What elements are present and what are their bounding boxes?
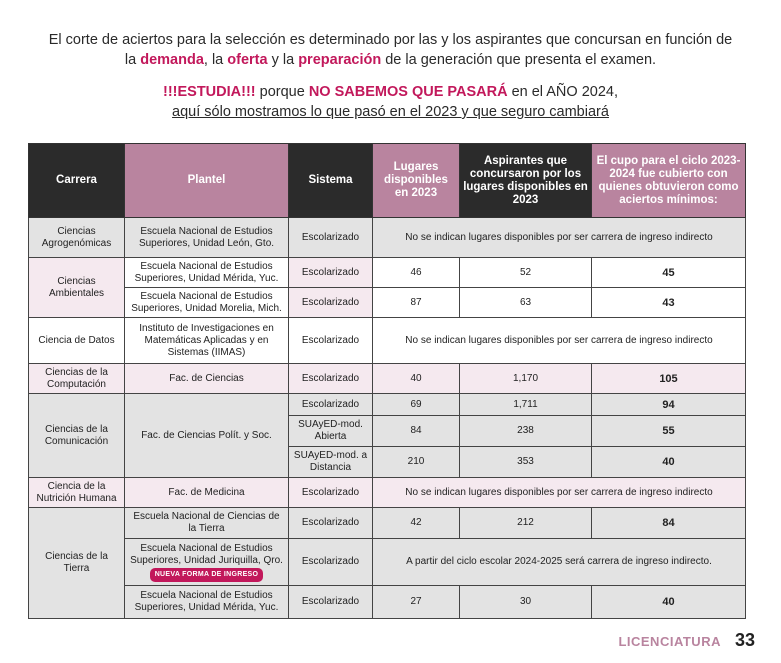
cell-aspirantes: 52: [460, 258, 592, 288]
callout-line-2: aquí sólo mostramos lo que pasó en el 2023 y que seguro cambiará: [172, 104, 609, 120]
cell-lugares: 42: [373, 508, 460, 539]
intro-text: la: [124, 52, 141, 68]
cell-sistema: Escolarizado: [289, 364, 373, 394]
cell-sistema: Escolarizado: [289, 318, 373, 364]
intro-text: , la: [203, 52, 228, 68]
cell-aciertos: 94: [592, 394, 746, 416]
cell-aciertos: 84: [592, 508, 746, 539]
cell-sistema: Escolarizado: [289, 258, 373, 288]
new-admission-badge: NUEVA FORMA DE INGRESO: [150, 568, 264, 582]
estudia-text: !!!ESTUDIA!!!: [162, 84, 256, 100]
cell-plantel: Instituto de Investigaciones en Matemáticas Aplicadas y en Sistemas (IIMAS): [125, 318, 289, 364]
cell-aciertos: 55: [592, 416, 746, 447]
table-row: [29, 586, 746, 619]
table-row: [29, 508, 746, 539]
cell-lugares: 210: [373, 447, 460, 478]
intro-text: y la: [267, 52, 299, 68]
intro-line-1: El corte de aciertos para la selección es determinado por las y los aspirantes que concursan en función de: [48, 32, 733, 48]
cell-plantel: Escuela Nacional de Estudios Superiores, Unidad Mérida, Yuc.: [125, 586, 289, 619]
cell-sistema: Escolarizado: [289, 394, 373, 416]
cell-plantel: Fac. de Medicina: [125, 478, 289, 508]
page-footer: [618, 630, 755, 651]
cell-lugares: 87: [373, 288, 460, 318]
cell-note: No se indican lugares disponibles por ser carrera de ingreso indirecto: [373, 218, 746, 258]
word-preparacion: preparación: [298, 52, 382, 68]
cell-carrera: Ciencia de la Nutrición Humana: [29, 478, 125, 508]
callout-text: en el AÑO 2024,: [507, 84, 618, 100]
table-row: [29, 318, 746, 364]
cell-aciertos: 105: [592, 364, 746, 394]
cell-sistema: Escolarizado: [289, 539, 373, 586]
word-demanda: demanda: [140, 52, 204, 68]
cell-sistema: SUAyED-mod. Abierta: [289, 416, 373, 447]
cell-aspirantes: 63: [460, 288, 592, 318]
intro-line-2: [0, 50, 781, 70]
cell-lugares: 27: [373, 586, 460, 619]
cell-note: A partir del ciclo escolar 2024-2025 será carrera de ingreso indirecto.: [373, 539, 746, 586]
header-cupo: El cupo para el ciclo 2023-2024 fue cubierto con quienes obtuvieron como aciertos mínimos:: [592, 144, 746, 218]
cell-aciertos: 45: [592, 258, 746, 288]
cell-plantel: Escuela Nacional de Ciencias de la Tierra: [125, 508, 289, 539]
table-row: [29, 218, 746, 258]
cell-plantel: Escuela Nacional de Estudios Superiores, Unidad Morelia, Mich.: [125, 288, 289, 318]
cell-lugares: 84: [373, 416, 460, 447]
table-row: [29, 364, 746, 394]
cell-carrera: Ciencias de la Tierra: [29, 508, 125, 619]
callout-text: porque: [255, 84, 309, 100]
cell-carrera: Ciencias Agrogenómicas: [29, 218, 125, 258]
table-row: [29, 258, 746, 288]
cell-note: No se indican lugares disponibles por ser carrera de ingreso indirecto: [373, 478, 746, 508]
cell-carrera: Ciencia de Datos: [29, 318, 125, 364]
cell-aspirantes: 238: [460, 416, 592, 447]
header-lugares: Lugares disponibles en 2023: [373, 144, 460, 218]
cell-plantel: Escuela Nacional de Estudios Superiores, Unidad León, Gto.: [125, 218, 289, 258]
cell-sistema: Escolarizado: [289, 508, 373, 539]
header-carrera: Carrera: [29, 144, 125, 218]
cell-aciertos: 43: [592, 288, 746, 318]
intro-text: de la generación que presenta el examen.: [381, 52, 657, 68]
page-number: 33: [734, 630, 755, 650]
plantel-text: Escuela Nacional de Estudios Superiores, Unidad Juriquilla, Qro.: [130, 542, 283, 566]
callout-line-1: [0, 82, 781, 102]
table-header-row: [29, 144, 746, 218]
cell-lugares: 40: [373, 364, 460, 394]
cell-aspirantes: 353: [460, 447, 592, 478]
study-callout: [0, 82, 781, 122]
no-sabemos-text: NO SABEMOS QUE PASARÁ: [308, 84, 508, 100]
section-label: LICENCIATURA: [618, 634, 721, 649]
cell-plantel: Fac. de Ciencias: [125, 364, 289, 394]
cell-aspirantes: 30: [460, 586, 592, 619]
table-row: [29, 539, 746, 586]
header-sistema: Sistema: [289, 144, 373, 218]
cell-plantel: Escuela Nacional de Estudios Superiores, Unidad Mérida, Yuc.: [125, 258, 289, 288]
admission-table: [28, 143, 746, 619]
cell-note: No se indican lugares disponibles por ser carrera de ingreso indirecto: [373, 318, 746, 364]
intro-paragraph: [0, 30, 781, 70]
cell-carrera: Ciencias de la Computación: [29, 364, 125, 394]
cell-plantel: [125, 539, 289, 586]
cell-lugares: 69: [373, 394, 460, 416]
cell-sistema: Escolarizado: [289, 218, 373, 258]
header-aspirantes: Aspirantes que concursaron por los lugares disponibles en 2023: [460, 144, 592, 218]
cell-plantel: Fac. de Ciencias Polít. y Soc.: [125, 394, 289, 478]
table-row: [29, 288, 746, 318]
cell-sistema: SUAyED-mod. a Distancia: [289, 447, 373, 478]
header-plantel: Plantel: [125, 144, 289, 218]
cell-carrera: Ciencias de la Comunicación: [29, 394, 125, 478]
table-row: [29, 478, 746, 508]
word-oferta: oferta: [227, 52, 268, 68]
cell-aspirantes: 1,711: [460, 394, 592, 416]
table-row: [29, 394, 746, 416]
cell-sistema: Escolarizado: [289, 478, 373, 508]
cell-aciertos: 40: [592, 586, 746, 619]
cell-aspirantes: 1,170: [460, 364, 592, 394]
cell-aspirantes: 212: [460, 508, 592, 539]
cell-sistema: Escolarizado: [289, 288, 373, 318]
cell-aciertos: 40: [592, 447, 746, 478]
cell-lugares: 46: [373, 258, 460, 288]
cell-carrera: Ciencias Ambientales: [29, 258, 125, 318]
cell-sistema: Escolarizado: [289, 586, 373, 619]
